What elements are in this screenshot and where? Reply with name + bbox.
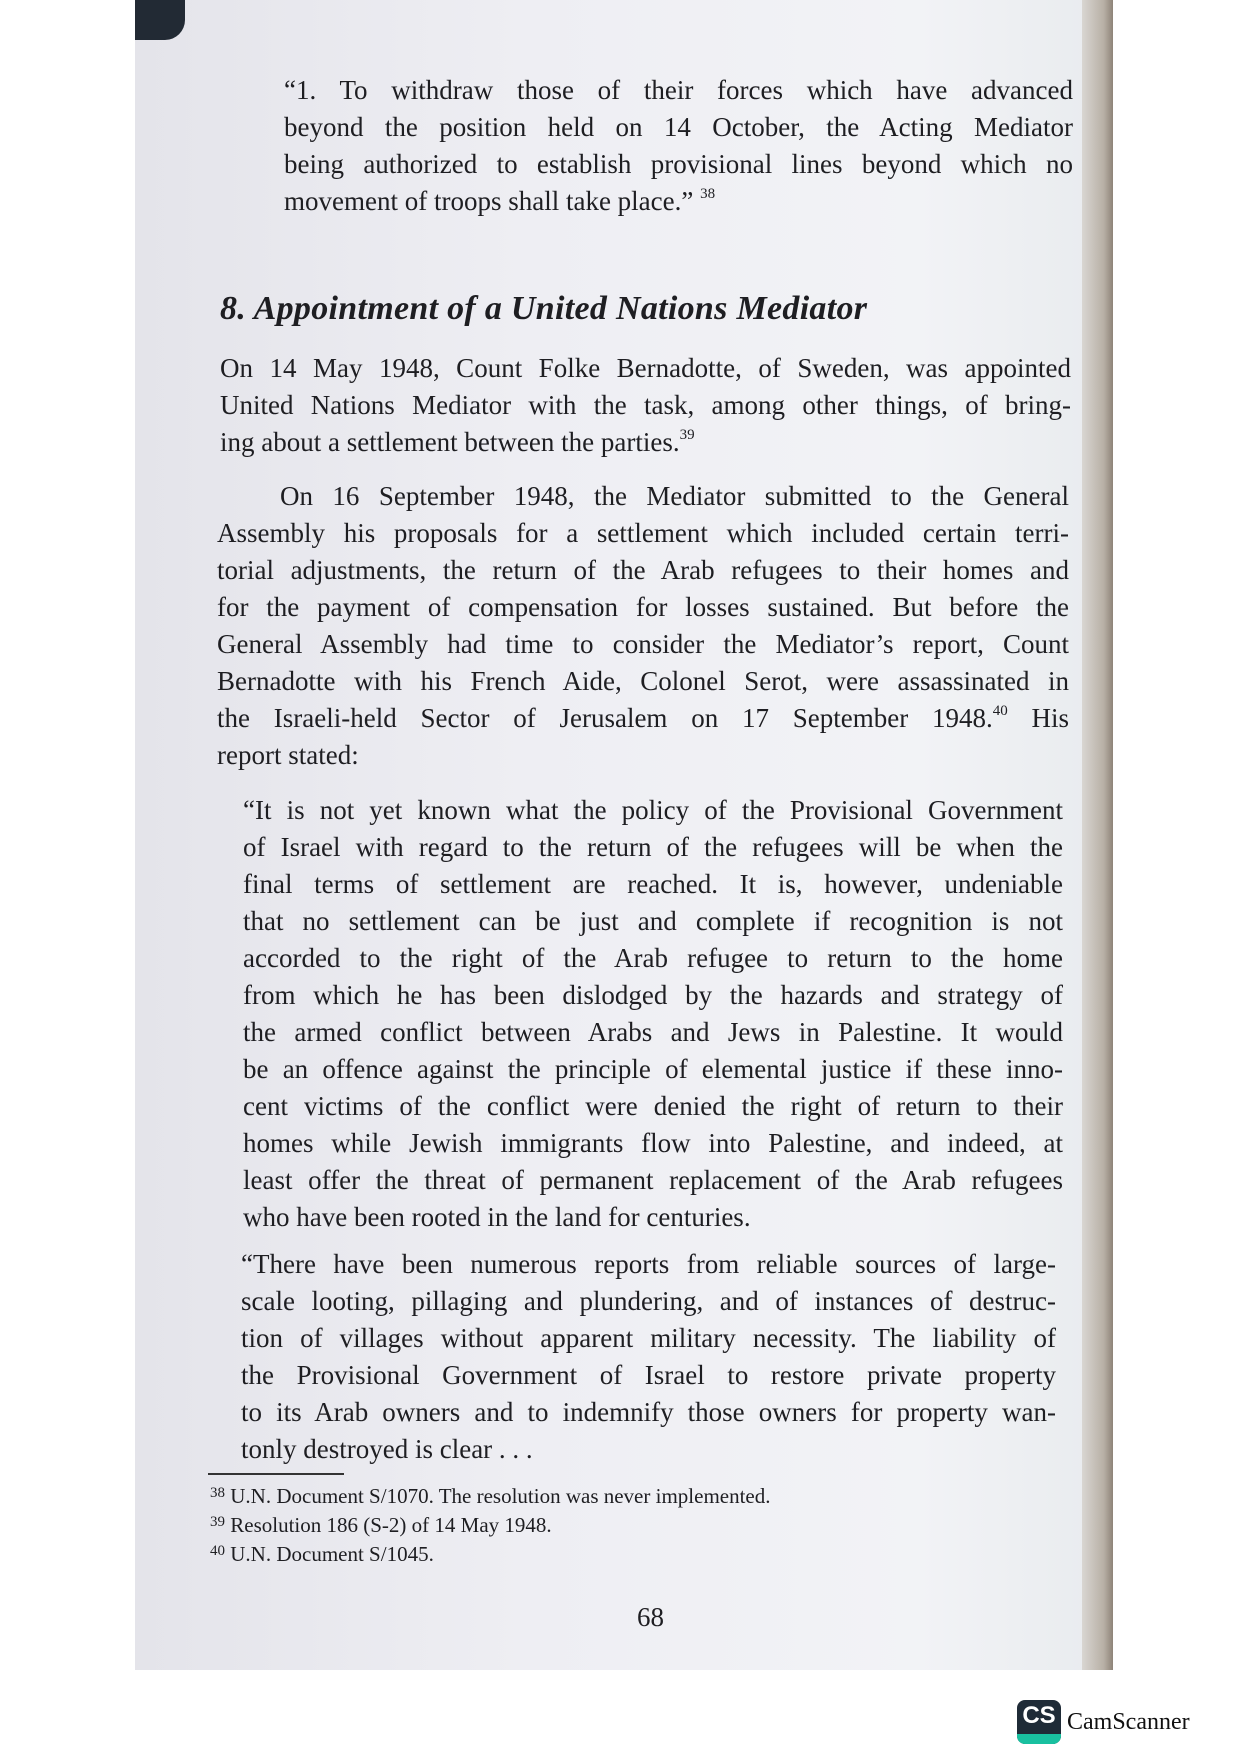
scan-corner-artifact [135,0,185,40]
camscanner-watermark [1017,1700,1190,1744]
footnote-39: $^{39}$ Resolution 186 (S-2) of 14 May 1948. [210,1513,552,1537]
quote-3: “There have been numerous reports from reliable sources of large- scale looting, pillaging and plundering, and of instances of destruc- tion of villages without apparent military necessity. The liability of the Provisional Government of Israel to restore private property to its Arab owners and to indemnify those owners for property wan- tonly destroyed is clear . . . [241,1249,1056,1464]
footnote-38: $^{38}$ U.N. Document S/1070. The resolution was never implemented. [210,1484,771,1508]
footnote-divider [208,1473,344,1475]
camscanner-logo-icon: CS [1017,1700,1061,1744]
camscanner-label: CamScanner [1067,1708,1190,1735]
quote-2: “It is not yet known what the policy of the Provisional Government of Israel with regard to the return of the refugees will be when the final terms of settlement are reached. It is, however, undeniable that no settlement can be just and complete if recognition is not accorded to the right of the Arab refugee to return to the home from which he has been dislodged by the hazards and strategy of the armed conflict between Arabs and Jews in Palestine. It would be an offence against the principle of elemental justice if these inno- cent victims of the conflict were denied the right of return to their homes while Jewish immigrants flow into Palestine, and indeed, at least offer the threat of permanent replacement of the Arab refugees who have been rooted in the land for centuries. [243,795,1063,1232]
quote-1: “1. To withdraw those of their forces which have advanced beyond the position held on 14 October, the Acting Mediator being authorized to establish provisional lines beyond which no movement of troops shall take place.” $^{38}$ [284,75,1073,216]
footnote-ref: 39 [679,427,695,443]
book-spine-shadow [1082,0,1113,1670]
footnote-40: $^{40}$ U.N. Document S/1045. [210,1542,434,1566]
section-heading: 8. Appointment of a United Nations Mediator [220,290,868,327]
footnote-ref: 40 [992,703,1008,719]
page-number: 68 [637,1602,664,1632]
paragraph-1: On 14 May 1948, Count Folke Bernadotte, of Sweden, was appointed United Nations Mediator with the task, among other things, of bring- ing about a settlement between the parties.$^{39}$ [220,353,1071,457]
paragraph-2: On 16 September 1948, the Mediator submitted to the General Assembly his proposals for a settlement which included certain terri- torial adjustments, the return of the Arab refugees to their homes and for the payment of compensation for losses sustained. But before the General Assembly had time to consider the Mediator’s report, Count Bernadotte with his French Aide, Colonel Serot, were assassinated in the Israeli-held Sector of Jerusalem on 17 September 1948.40 His report stated: [217,481,1069,770]
footnote-ref: 38 [700,186,716,202]
